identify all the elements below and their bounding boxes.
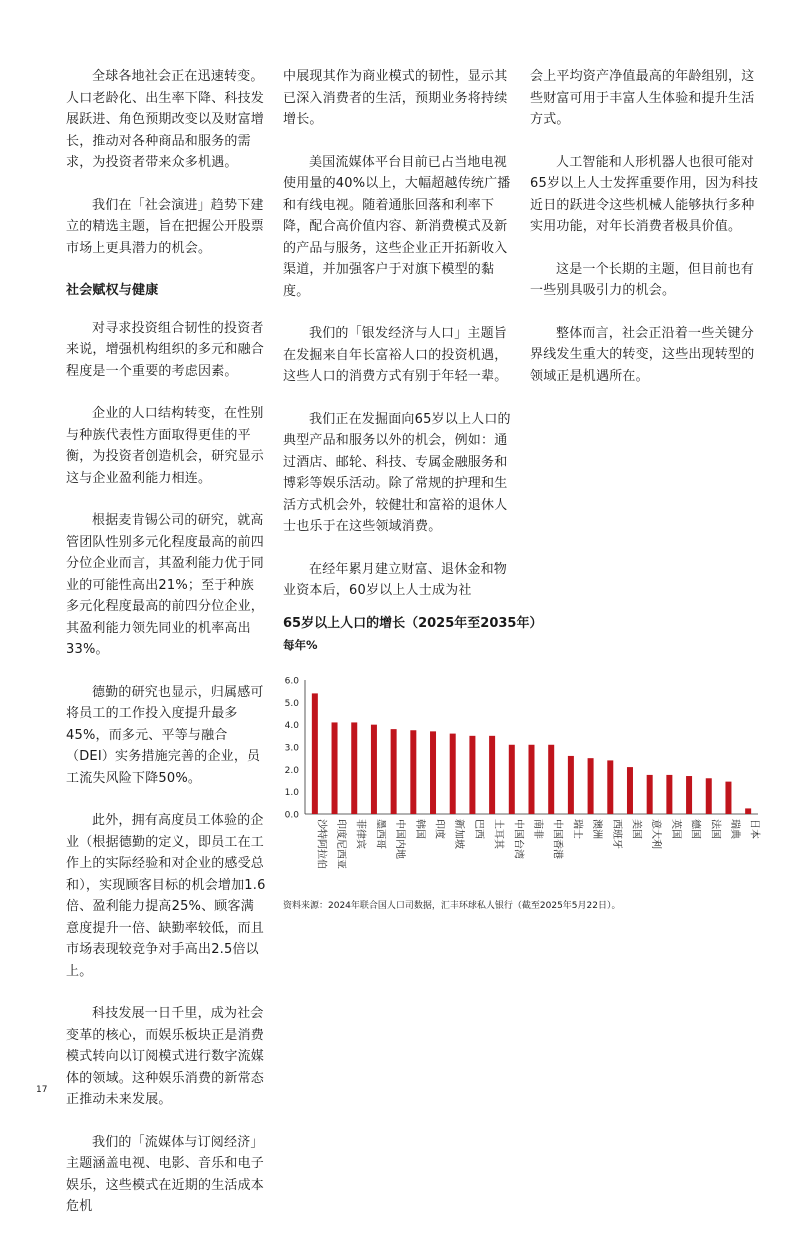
x-tick-label: 墨西哥 xyxy=(374,819,386,849)
x-tick-label: 英国 xyxy=(669,819,681,839)
y-tick-label: 5.0 xyxy=(284,698,299,709)
bar xyxy=(627,767,633,814)
x-tick-label: 瑞士 xyxy=(571,819,583,839)
x-tick-label: 土耳其 xyxy=(492,819,504,849)
x-tick-label: 法国 xyxy=(709,819,721,839)
paragraph: 根据麦肯锡公司的研究，就高管团队性别多元化程度最高的前四分位企业而言，其盈利能力优于同业的可能性高出21%；至于种族多元化程度最高的前四分位企业，其盈利能力领先同业的机率高出33%。 xyxy=(66,513,265,657)
paragraph: 德勤的研究也显示，归属感可将员工的工作投入度提升最多45%，而多元、平等与融合（DEI）实务措施完善的企业，员工流失风险下降50%。 xyxy=(66,684,264,786)
paragraph: 整体而言，社会正沿着一些关键分界线发生重大的转变，这些出现转型的领域正是机遇所在。 xyxy=(530,325,755,384)
chart-block xyxy=(283,614,763,911)
paragraph: 科技发展一日千里，成为社会变革的核心，而娱乐板块正是消费模式转向以订阅模式进行数字流媒体的领域。这种娱乐消费的新常态正推动未来发展。 xyxy=(66,1006,265,1107)
bar xyxy=(588,758,594,814)
bar xyxy=(489,736,495,814)
y-tick-label: 2.0 xyxy=(284,765,299,776)
bar xyxy=(607,760,613,814)
y-tick-label: 3.0 xyxy=(284,743,299,754)
bar xyxy=(509,745,515,814)
paragraph: 此外，拥有高度员工体验的企业（根据德勤的定义，即员工在工作上的实际经验和对企业的感受总和），实现顾客目标的机会增加1.6倍、盈利能力提高25%、顾客满意度提升一倍、缺勤率较低，而且市场表现较竞争对手高出2.5倍以上。 xyxy=(66,813,266,979)
bar xyxy=(469,736,475,814)
chart-title: 65岁以上人口的增长（2025年至2035年） xyxy=(283,616,543,631)
bar xyxy=(332,722,338,814)
x-tick-label: 韩国 xyxy=(413,819,425,839)
x-tick-label: 德国 xyxy=(689,819,701,839)
bar xyxy=(351,722,357,814)
chart-y-unit-label: 每年% xyxy=(283,638,318,652)
x-tick-label: 印度尼西亚 xyxy=(335,819,347,869)
x-tick-label: 印度 xyxy=(433,819,445,839)
page-number: 17 xyxy=(36,1085,48,1095)
bar xyxy=(706,778,712,814)
paragraph: 中展现其作为商业模式的韧性，显示其已深入消费者的生活，预期业务将持续增长。 xyxy=(283,69,508,127)
bar xyxy=(686,776,692,814)
paragraph: 全球各地社会正在迅速转变。人口老龄化、出生率下降、科技发展跃进、角色预期改变以及财富增长，推动对各种商品和服务的需求，为投资者带来众多机遇。 xyxy=(66,69,265,170)
text-column-2 xyxy=(283,66,516,623)
x-tick-label: 西班牙 xyxy=(610,819,622,849)
bar xyxy=(529,745,535,814)
x-tick-label: 中国内地 xyxy=(394,819,406,859)
x-tick-label: 中国香港 xyxy=(551,819,563,859)
text-column-1 xyxy=(66,66,266,1239)
paragraph: 人工智能和人形机器人也很可能对65岁以上人士发挥重要作用，因为科技近日的跃进令这些机械人能够执行多种实用功能，对年长消费者极具价值。 xyxy=(530,154,759,234)
bar xyxy=(430,731,436,814)
bar xyxy=(410,730,416,814)
x-tick-label: 瑞典 xyxy=(728,819,740,839)
bar xyxy=(568,756,574,814)
bar xyxy=(745,808,751,814)
x-tick-label: 美国 xyxy=(630,819,642,839)
paragraph: 这是一个长期的主题，但目前也有一些别具吸引力的机会。 xyxy=(530,261,755,298)
y-tick-label: 1.0 xyxy=(284,788,299,799)
x-tick-label: 南非 xyxy=(532,819,543,839)
bar xyxy=(391,729,397,814)
bar xyxy=(725,782,731,814)
bar xyxy=(371,725,377,814)
x-tick-label: 日本 xyxy=(748,819,760,839)
text-column-3 xyxy=(530,66,760,408)
x-tick-label: 澳洲 xyxy=(591,819,603,839)
x-tick-label: 中国台湾 xyxy=(512,819,524,859)
x-tick-label: 意大利 xyxy=(650,819,662,849)
y-tick-label: 6.0 xyxy=(284,676,299,687)
bar xyxy=(647,775,653,814)
x-tick-label: 新加坡 xyxy=(453,819,465,849)
paragraph: 美国流媒体平台目前已占当地电视使用量的40%以上，大幅超越传统广播和有线电视。随着通胀回落和利率下降，配合高价值内容、新消费模式及新的产品与服务，这些企业正开拓新收入渠道，并加强客户于对旗下模型的黏度。 xyxy=(283,154,511,299)
bar xyxy=(666,775,672,814)
paragraph: 在经年累月建立财富、退休金和物业资本后，60岁以上人士成为社 xyxy=(283,561,508,598)
x-tick-label: 菲律宾 xyxy=(354,819,366,849)
paragraph: 对寻求投资组合韧性的投资者来说，增强机构组织的多元和融合程度是一个重要的考虑因素。 xyxy=(66,320,265,379)
paragraph: 我们正在发掘面向65岁以上人口的典型产品和服务以外的机会，例如：通过酒店、邮轮、科技、专属金融服务和博彩等娱乐活动。除了常规的护理和生活方式机会外，较健壮和富裕的退休人士也乐于在这些领域消费。 xyxy=(283,411,511,534)
paragraph: 我们的「流媒体与订阅经济」主题涵盖电视、电影、音乐和电子娱乐，这些模式在近期的生活成本危机 xyxy=(66,1134,265,1214)
section-heading: 社会赋权与健康 xyxy=(66,283,159,298)
y-tick-label: 0.0 xyxy=(284,810,299,821)
bar xyxy=(548,745,554,814)
paragraph: 企业的人口结构转变，在性别与种族代表性方面取得更佳的平衡，为投资者创造机会，研究显示这与企业盈利能力相连。 xyxy=(66,406,265,486)
paragraph: 我们的「银发经济与人口」主题旨在发掘来自年长富裕人口的投资机遇，这些人口的消费方式有别于年轻一辈。 xyxy=(283,326,508,384)
chart-source-note: 资料来源：2024年联合国人口司数据，汇丰环球私人银行（截至2025年5月22日）。 xyxy=(283,901,621,911)
bar xyxy=(450,734,456,814)
bar xyxy=(312,693,318,814)
x-tick-label: 沙特阿拉伯 xyxy=(315,819,327,869)
paragraph: 会上平均资产净值最高的年龄组别，这些财富可用于丰富人生体验和提升生活方式。 xyxy=(530,69,755,127)
bar-chart xyxy=(283,674,763,894)
y-tick-label: 4.0 xyxy=(284,721,299,732)
x-tick-label: 巴西 xyxy=(472,819,484,839)
paragraph: 我们在「社会演进」趋势下建立的精选主题，旨在把握公开股票市场上更具潜力的机会。 xyxy=(66,197,265,256)
